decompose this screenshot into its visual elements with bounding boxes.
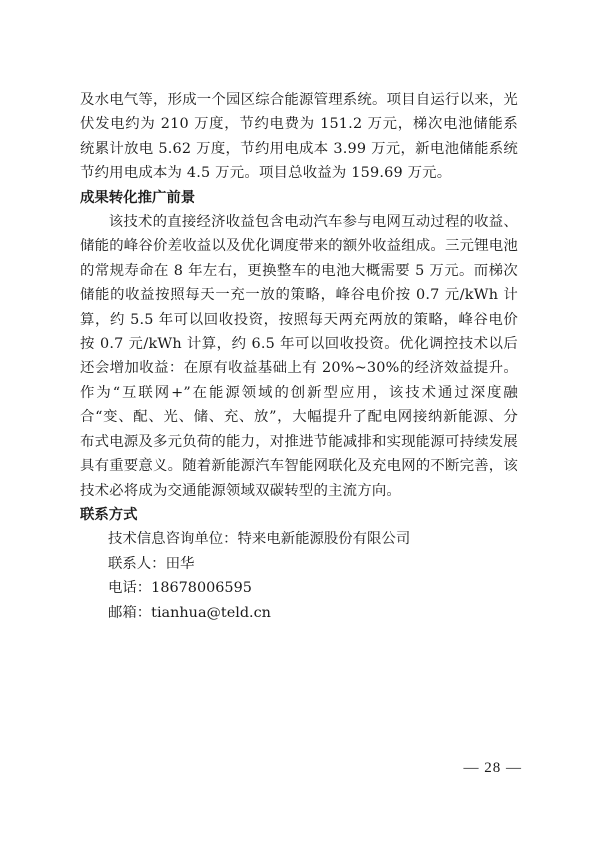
contact-email: 邮箱：tianhua@teld.cn <box>108 604 271 621</box>
promotion-paragraph: 该技术的直接经济收益包含电动汽车参与电网互动过程的收益、储能的峰谷价差收益以及优化调度带来的额外收益组成。三元锂电池的常规寿命在 8 年左右，更换整车的电池大概需要 5 万元。而梯次储能的收益按照每天一充一放的策略，峰谷电价按 0.7 元/kWh 计算，约 5.5 年可以回收投资，按照每天两充两放的策略，峰谷电价按 0.7 元/kWh 计算，约 6.5 年可以回收投资。优化调控技术以后还会增加收益：在原有收益基础上有 20%~30%的经济效益提升。作为“互联网+”在能源领域的创新型应用，该技术通过深度融合“变、配、光、储、充、放”，大幅提升了配电网接纳新能源、分布式电源及多元负荷的能力，对推进节能减排和实现能源可持续发展具有重要意义。随着新能源汽车智能网联化及充电网的不断完善，该技术必将成为交通能源领域双碳转型的主流方向。 <box>80 214 518 499</box>
document-page <box>80 88 518 625</box>
intro-paragraph: 及水电气等，形成一个园区综合能源管理系统。项目自运行以来，光伏发电约为 210 万度，节约电费为 151.2 万元，梯次电池储能系统累计放电 5.62 万度，节约用电成本 3.99 万元，新电池储能系统节约用电成本为 4.5 万元。项目总收益为 159.69 万元。 <box>80 92 518 182</box>
section-heading-promotion: 成果转化推广前景 <box>80 189 196 206</box>
contact-unit: 技术信息咨询单位：特来电新能源股份有限公司 <box>108 531 411 548</box>
page-number: — 28 — <box>463 760 522 776</box>
section-heading-contact: 联系方式 <box>80 506 138 523</box>
contact-phone: 电话：18678006595 <box>108 580 252 597</box>
contact-person: 联系人：田华 <box>108 555 195 572</box>
